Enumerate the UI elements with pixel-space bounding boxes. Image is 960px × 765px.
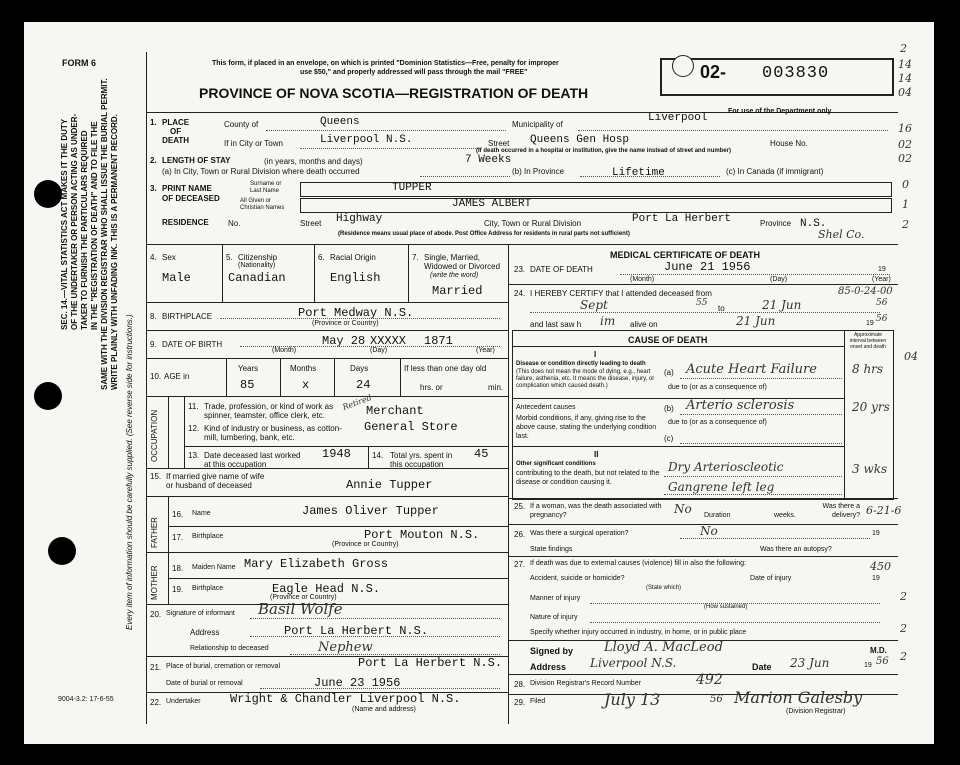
due-to-label: due to (or as a consequence of) <box>668 384 767 391</box>
length-of-stay-sub: (in years, months and days) <box>264 157 363 166</box>
margin-code: 14 <box>898 58 912 71</box>
other-conditions-value: Gangrene left leg <box>668 480 775 494</box>
stay-province-label: (b) In Province <box>512 167 565 176</box>
attended-to-label: to <box>718 304 725 313</box>
due-to-label: due to (or as a consequence of) <box>668 419 767 426</box>
section-number: 11. <box>188 402 199 411</box>
signed-date-label: Date <box>752 662 772 672</box>
total-years-value: 45 <box>474 447 489 461</box>
section-number: 8. <box>150 312 157 321</box>
registrar-label: (Division Registrar) <box>786 708 846 715</box>
margin-code: 1 <box>902 198 909 211</box>
burial-place-label: Place of burial, cremation or removal <box>166 663 280 670</box>
punch-hole <box>34 382 62 410</box>
dob-label: DATE OF BIRTH <box>162 340 223 349</box>
other-interval: 3 wks <box>852 462 888 476</box>
relationship-label: Relationship to deceased <box>190 645 269 652</box>
street-value: Queens Gen Hosp <box>530 134 630 146</box>
section-number: 10. <box>150 372 162 381</box>
father-birthplace-value: Port Mouton N.S. <box>364 528 480 542</box>
surname-value: TUPPER <box>392 182 432 194</box>
specify-label: Specify whether injury occurred in industry, in home, or in public place <box>530 629 747 636</box>
age-years-value: 85 <box>240 378 255 392</box>
mail-notice: This form, if placed in an envelope, on which is printed "Dominion Statistics—Free, penalty for improper <box>212 60 559 67</box>
residence-province-value: N.S. <box>800 218 827 230</box>
physician-address: Liverpool N.S. <box>590 656 677 670</box>
margin-code: 2 <box>900 622 907 635</box>
state-which: (State which) <box>646 585 682 591</box>
relationship-value: Nephew <box>318 640 373 655</box>
surname-label: Surname or Last Name <box>250 181 282 194</box>
racial-origin-value: English <box>330 271 381 285</box>
dob-day-label: (Day) <box>370 347 388 354</box>
street-label: Street <box>488 139 510 148</box>
section-number: 16. <box>172 510 184 519</box>
year-prefix: 19 <box>866 320 874 327</box>
section-number: 28. <box>514 680 526 689</box>
side-instructions: OF THE UNDERTAKER OR PERSON ACTING AS UNDER- <box>70 113 79 330</box>
county-label: County of <box>224 120 259 129</box>
punch-hole <box>48 537 76 565</box>
nature-label: Nature of injury <box>530 614 578 621</box>
informant-address-value: Port La Herbert N.S. <box>284 624 429 638</box>
year-label: (Year) <box>872 276 891 283</box>
part-two: II <box>594 450 599 459</box>
informant-address-label: Address <box>190 628 220 637</box>
side-instructions: SEC. 14.—VITAL STATISTICS ACT MAKES IT THE DUTY <box>60 118 69 330</box>
attended-label: I HEREBY CERTIFY that I attended deceased from <box>530 289 712 298</box>
operation-value: No <box>700 524 718 538</box>
residence-street-value: Highway <box>336 213 383 225</box>
father-birthplace-sub: (Province or Country) <box>332 541 399 548</box>
last-worked-value: 1948 <box>322 447 351 461</box>
age-days-label: Days <box>350 364 369 373</box>
section-number: 18. <box>172 564 184 573</box>
father-name-value: James Oliver Tupper <box>302 504 439 518</box>
filed-label: Filed <box>530 698 546 705</box>
industry-label: Kind of industry or business, as cotton- mill, lumbering, bank, etc. <box>204 424 342 442</box>
institution-note: (If death occurred in a hospital or institution, give the name instead of street and number) <box>476 148 732 154</box>
reg-prefix: 02- <box>700 62 727 82</box>
how-sustained: (How sustained) <box>704 604 748 610</box>
given-names-boxes <box>300 198 892 213</box>
section-number: 6. <box>318 253 325 262</box>
section-number: 4. <box>150 253 157 262</box>
date-of-death-value: June 21 1956 <box>664 260 751 274</box>
mother-side-label: MOTHER <box>150 565 159 600</box>
spouse-value: Annie Tupper <box>346 478 433 492</box>
section-number: 24. <box>514 289 526 298</box>
retired-note: Retired <box>341 393 373 412</box>
age-years-label: Years <box>238 364 259 373</box>
record-number-value: 492 <box>696 672 723 688</box>
form-code: 9004-3.2: 17-6-55 <box>58 696 114 703</box>
section-number: 27. <box>514 560 526 569</box>
signed-by-label: Signed by <box>530 646 574 656</box>
dept-note: For use of the Department only <box>728 108 832 115</box>
section-number: 13. <box>188 451 200 460</box>
residence-no-label: No. <box>228 219 241 228</box>
residence-street-label: Street <box>300 219 322 228</box>
undertaker-label: Undertaker <box>166 698 201 705</box>
margin-code: 85-0-24-00 <box>838 286 893 297</box>
stay-canada-label: (c) In Canada (if immigrant) <box>726 167 824 176</box>
autopsy-label: Was there an autopsy? <box>760 546 832 553</box>
birthplace-label: BIRTHPLACE <box>162 312 213 321</box>
racial-origin-label: Racial Origin <box>330 253 376 262</box>
occupation-value: Merchant <box>366 404 424 418</box>
place-of-death-label: PLACE OF DEATH <box>162 118 190 145</box>
length-of-stay-label: LENGTH OF STAY <box>162 156 231 165</box>
side-instructions: TAKER TO FURNISH THE PARTICULARS REQUIRED <box>80 130 89 330</box>
md-label: M.D. <box>870 646 887 655</box>
margin-code: 02 <box>898 138 912 151</box>
undertaker-sub: (Name and address) <box>352 706 416 713</box>
cause-b-interval: 20 yrs <box>852 400 890 414</box>
spouse-label: If married give name of wife or husband of deceased <box>166 472 265 490</box>
year-prefix: 19 <box>872 575 880 582</box>
margin-code: 02 <box>898 152 912 165</box>
margin-code: 0 <box>902 178 909 191</box>
mail-notice: use $50," and properly addressed will pass through the mail "FREE" <box>300 69 528 76</box>
residence-city-value: Port La Herbert <box>632 213 732 225</box>
margin-code: 16 <box>898 122 912 135</box>
age-lt-label: If less than one day old <box>404 364 487 373</box>
section-number: 25. <box>514 502 526 511</box>
section-number: 2. <box>150 156 157 165</box>
section-number: 19. <box>172 585 184 594</box>
surname-boxes <box>300 182 892 197</box>
record-number-label: Division Registrar's Record Number <box>530 680 642 687</box>
margin-code: 450 <box>870 560 891 573</box>
father-side-label: FATHER <box>150 517 159 548</box>
burial-place-value: Port La Herbert N.S. <box>358 656 503 670</box>
external-causes-label: If death was due to external causes (violence) fill in also the following: <box>530 560 746 567</box>
reg-number: 003830 <box>762 64 830 83</box>
antecedent-label: Antecedent causes <box>516 404 576 411</box>
section-number: 15. <box>150 472 162 481</box>
residence-note: (Residence means usual place of abode. Post Office Address for residents in rural parts not sufficient) <box>338 231 630 237</box>
given-names-value: JAMES ALBERT <box>452 198 532 210</box>
year-prefix: 19 <box>872 530 880 537</box>
medical-certificate-header: MEDICAL CERTIFICATE OF DEATH <box>610 250 760 260</box>
alive-on-label: alive on <box>630 320 658 329</box>
cause-b-value: Arterio sclerosis <box>686 398 795 413</box>
cause-c-label: (c) <box>664 434 674 443</box>
mother-name-value: Mary Elizabeth Gross <box>244 557 389 571</box>
section-number: 9. <box>150 340 157 349</box>
mother-name-label: Maiden Name <box>192 564 236 571</box>
marital-status-value: Married <box>432 284 483 298</box>
margin-code: 2 <box>900 590 907 603</box>
cause-a-label: (a) <box>664 368 674 377</box>
informant-signature-label: Signature of informant <box>166 610 235 617</box>
house-label: House No. <box>770 139 808 148</box>
other-conditions-value: Dry Arterioscleotic <box>668 460 784 474</box>
age-days-value: 24 <box>356 378 371 392</box>
attended-from-year: 55 <box>696 298 708 308</box>
municipality-label: Municipality of <box>512 120 563 129</box>
father-birthplace-label: Birthplace <box>192 533 224 540</box>
section-number: 12. <box>188 424 200 433</box>
alive-on-value: 21 Jun <box>736 314 776 328</box>
section-number: 3. <box>150 184 157 193</box>
date-of-death-label: DATE OF DEATH <box>530 265 593 274</box>
section-number: 21. <box>150 663 162 672</box>
burial-date-value: June 23 1956 <box>314 676 401 690</box>
residence-province-label: Province <box>760 219 792 228</box>
mother-birthplace-label: Birthplace <box>192 585 224 592</box>
dob-year: 1871 <box>424 334 453 348</box>
last-worked-label: Date deceased last worked at this occupation <box>204 451 301 469</box>
section-number: 29. <box>514 698 526 707</box>
mother-birthplace-sub: (Province or Country) <box>270 594 337 601</box>
delivery-label: Was there a delivery? <box>822 503 860 519</box>
last-saw-label: and last saw h <box>530 320 582 329</box>
burial-date-label: Date of burial or removal <box>166 680 243 687</box>
margin-code: 2 <box>900 42 907 55</box>
stay-city-value: 7 Weeks <box>465 154 512 166</box>
section-number: 14. <box>372 451 384 460</box>
section-number: 17. <box>172 533 184 542</box>
registrar-signature: Marion Galesby <box>734 688 863 707</box>
operation-label: Was there a surgical operation? <box>530 530 629 537</box>
residence-handwritten: Shel Co. <box>818 228 865 241</box>
side-instructions: Every item of information should be carefully supplied. (See reverse side for instructions.) <box>125 314 134 630</box>
residence-city-label: City, Town or Rural Division <box>484 219 582 228</box>
dob-year-label: (Year) <box>476 347 495 354</box>
margin-code: 14 <box>898 72 912 85</box>
accident-label: Accident, suicide or homicide? <box>530 575 625 582</box>
age-hrs-label: hrs. or <box>420 383 443 392</box>
other-conditions-note: contributing to the death, but not related to the disease or condition causing it. <box>516 470 660 486</box>
dob-struck: XXXXX <box>370 334 407 348</box>
pregnancy-label: If a woman, was the death associated with pregnancy? <box>530 503 662 519</box>
year-prefix: 19 <box>864 662 872 669</box>
given-names-label: All Given or Christian Names <box>240 198 285 211</box>
part-one: I <box>594 350 597 359</box>
age-min-label: min. <box>488 383 504 392</box>
margin-code: 04 <box>898 86 912 99</box>
disease-note: (This does not mean the mode of dying, e.g., heart failure, asthenia, etc. It means the disease, injury, or complication which caused death.) <box>516 369 655 389</box>
citizenship-sub: (Nationality) <box>238 262 276 269</box>
age-label: AGE in <box>164 372 190 381</box>
duration-label: Duration <box>704 512 731 519</box>
residence-label: RESIDENCE <box>162 218 209 227</box>
age-months-label: Months <box>290 364 317 373</box>
municipality-value: Liverpool <box>648 112 708 124</box>
section-number: 20. <box>150 610 162 619</box>
marital-status-label: Single, Married, Widowed or Divorced <box>424 253 501 271</box>
day-label: (Day) <box>770 276 788 283</box>
margin-code: 2 <box>900 650 907 663</box>
last-saw-him: im <box>600 314 616 328</box>
informant-signature: Basil Wolfe <box>258 600 343 618</box>
cause-a-interval: 8 hrs <box>852 362 884 376</box>
stay-city-label: (a) In City, Town or Rural Division where death occurred <box>162 167 360 176</box>
year-prefix: 19 <box>878 266 886 273</box>
sex-label: Sex <box>162 253 176 262</box>
filed-year: 56 <box>710 694 723 705</box>
cause-title: CAUSE OF DEATH <box>628 335 708 345</box>
industry-value: General Store <box>364 420 458 434</box>
date-injury-label: Date of injury <box>750 575 792 582</box>
cause-b-label: (b) <box>664 404 674 413</box>
signed-date: 23 Jun <box>790 656 830 670</box>
section-number: 22. <box>150 698 162 707</box>
alive-on-year: 56 <box>876 314 888 324</box>
section-number: 26. <box>514 530 526 539</box>
city-value: Liverpool N.S. <box>320 134 413 146</box>
margin-code: 2 <box>902 218 909 231</box>
antecedent-note: Morbid conditions, if any, giving rise to the above cause, stating the underlying condition last. <box>516 415 657 440</box>
side-instructions: SAME WITH THE DIVISION REGISTRAR WHO SHALL ISSUE THE BURIAL PERMIT. <box>100 78 109 390</box>
manner-label: Manner of injury <box>530 595 581 602</box>
age-months-value: x <box>302 378 310 392</box>
side-instructions: IN THE "REGISTRATION OF DEATH" AND TO FILE THE <box>90 121 99 330</box>
dob-value: May 28 <box>322 334 366 348</box>
margin-code: 6-21-6 <box>866 504 902 517</box>
section-number: 1. <box>150 118 157 127</box>
attended-to-year: 56 <box>876 298 888 308</box>
total-years-label: Total yrs. spent in this occupation <box>390 451 453 469</box>
other-conditions-label: Other significant conditions <box>516 461 596 467</box>
form-title: PROVINCE OF NOVA SCOTIA—REGISTRATION OF DEATH <box>199 85 589 101</box>
signed-year: 56 <box>876 656 889 667</box>
birthplace-sub: (Province or Country) <box>312 320 379 327</box>
citizenship-value: Canadian <box>228 271 286 285</box>
print-name-label: PRINT NAME OF DECEASED <box>162 184 220 203</box>
findings-label: State findings <box>530 546 573 553</box>
stay-province-value: Lifetime <box>612 167 665 179</box>
section-number: 7. <box>412 253 419 262</box>
attended-from: Sept <box>580 298 608 312</box>
punch-hole <box>34 180 62 208</box>
occupation-label: Trade, profession, or kind of work as spinner, teamster, office clerk, etc. <box>204 402 334 420</box>
county-value: Queens <box>320 116 360 128</box>
attended-to: 21 Jun <box>762 298 802 312</box>
disease-label: Disease or condition directly leading to death <box>516 361 646 367</box>
undertaker-value: Wright & Chandler Liverpool N.S. <box>230 692 461 706</box>
margin-code: 04 <box>904 350 918 363</box>
physician-address-label: Address <box>530 662 567 672</box>
pregnancy-value: No <box>674 502 692 516</box>
interval-header: Approximate interval between onset and death <box>849 332 887 350</box>
cause-a-value: Acute Heart Failure <box>686 362 817 377</box>
side-instructions: WRITE PLAINLY WITH UNFADING INK. THIS IS A PERMANENT RECORD. <box>110 114 119 390</box>
citizenship-label: Citizenship <box>238 253 278 262</box>
filed-date: July 13 <box>604 690 661 709</box>
city-label: If in City or Town <box>224 139 283 148</box>
physician-signature: Lloyd A. MacLeod <box>604 640 723 655</box>
birthplace-value: Port Medway N.S. <box>298 306 414 320</box>
occupation-side-label: OCCUPATION <box>150 409 159 462</box>
form-label: FORM 6 <box>62 58 97 68</box>
weeks-label: weeks. <box>774 512 796 519</box>
dob-month-label: (Month) <box>272 347 297 354</box>
month-label: (Month) <box>630 276 655 283</box>
sex-value: Male <box>162 271 191 285</box>
section-number: 5. <box>226 253 233 262</box>
section-number: 23. <box>514 265 526 274</box>
mother-birthplace-value: Eagle Head N.S. <box>272 582 381 596</box>
marital-status-sub: (write the word) <box>430 272 479 279</box>
father-name-label: Name <box>192 510 211 517</box>
